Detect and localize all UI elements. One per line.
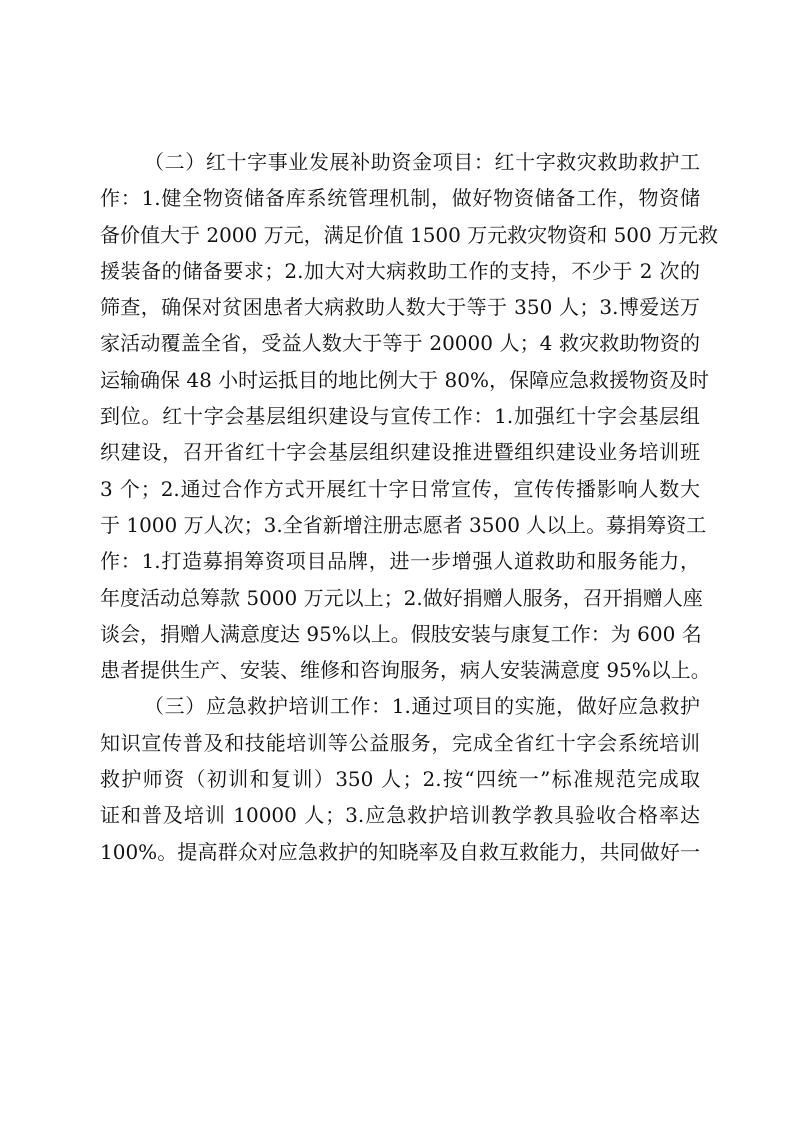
text-line: 于 1000 万人次；3.全省新增注册志愿者 3500 人以上。募捐筹资工 xyxy=(100,512,707,537)
text-line: 100%。提高群众对应急救护的知晓率及自救互救能力，共同做好一 xyxy=(100,839,700,864)
text-line: 运输确保 48 小时运抵目的地比例大于 80%，保障应急救援物资及时 xyxy=(100,367,709,392)
text-line: 知识宣传普及和技能培训等公益服务，完成全省红十字会系统培训 xyxy=(100,730,700,755)
text-line: 家活动覆盖全省，受益人数大于等于 20000 人；4 救灾救助物资的 xyxy=(100,331,700,356)
text-line: 作：1.打造募捐筹资项目品牌，进一步增强人道救助和服务能力， xyxy=(100,549,700,574)
text-line: 患者提供生产、安装、维修和咨询服务，病人安装满意度 95%以上。 xyxy=(100,658,711,683)
text-line: 筛查，确保对贫困患者大病救助人数大于等于 350 人；3.博爱送万 xyxy=(100,295,700,320)
text-line: （三）应急救护培训工作：1.通过项目的实施，做好应急救护 xyxy=(144,694,700,719)
text-line: 作：1.健全物资储备库系统管理机制，做好物资储备工作，物资储 xyxy=(100,186,700,211)
text-line: 3 个；2.通过合作方式开展红十字日常宣传，宣传传播影响人数大 xyxy=(100,476,700,501)
text-line: 援装备的储备要求；2.加大对大病救助工作的支持，不少于 2 次的 xyxy=(100,258,700,283)
text-line: 到位。红十字会基层组织建设与宣传工作：1.加强红十字会基层组 xyxy=(100,404,700,429)
text-line: 备价值大于 2000 万元，满足价值 1500 万元救灾物资和 500 万元救 xyxy=(100,222,719,247)
text-line: 救护师资（初训和复训）350 人；2.按“四统一”标准规范完成取 xyxy=(100,767,700,792)
text-line: （二）红十字事业发展补助资金项目：红十字救灾救助救护工 xyxy=(144,150,700,174)
text-line: 谈会，捐赠人满意度达 95%以上。假肢安装与康复工作：为 600 名 xyxy=(100,621,702,646)
text-line: 证和普及培训 10000 人；3.应急救护培训教学教具验收合格率达 xyxy=(100,803,700,828)
text-line: 年度活动总筹款 5000 万元以上；2.做好捐赠人服务，召开捐赠人座 xyxy=(100,585,703,610)
body-text xyxy=(100,144,719,870)
text-line: 织建设，召开省红十字会基层组织建设推进暨组织建设业务培训班 xyxy=(100,440,700,465)
